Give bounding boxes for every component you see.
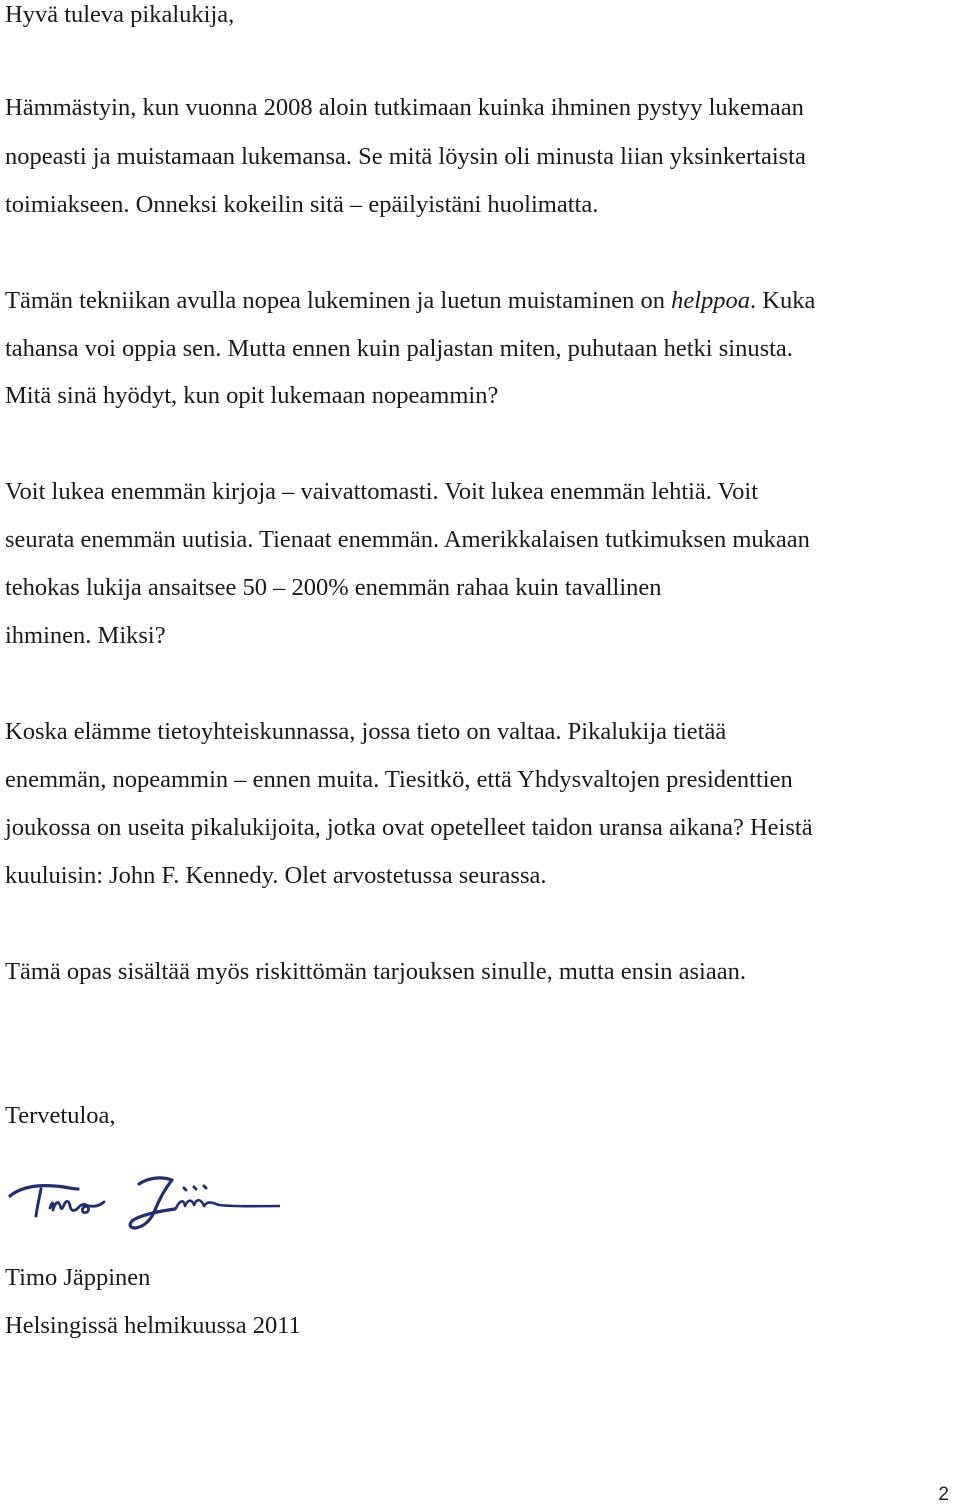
place-and-date: Helsingissä helmikuussa 2011 — [5, 1312, 301, 1339]
paragraph-2-text-after: . Kuka — [750, 287, 816, 314]
paragraph-4-line-1: Koska elämme tietoyhteiskunnassa, jossa tieto on valtaa. Pikalukija tietää — [5, 718, 727, 745]
paragraph-4-line-2: enemmän, nopeammin – ennen muita. Tiesitkö, että Yhdysvaltojen presidenttien — [5, 766, 793, 793]
signer-name: Timo Jäppinen — [5, 1264, 151, 1291]
paragraph-3-line-2: seurata enemmän uutisia. Tienaat enemmän. Amerikkalaisen tutkimuksen mukaan — [5, 526, 810, 553]
paragraph-3-line-4: ihminen. Miksi? — [5, 622, 166, 649]
paragraph-1-line-1: Hämmästyin, kun vuonna 2008 aloin tutkimaan kuinka ihminen pystyy lukemaan — [5, 94, 804, 121]
paragraph-4-line-4: kuuluisin: John F. Kennedy. Olet arvostetussa seurassa. — [5, 862, 547, 889]
greeting: Hyvä tuleva pikalukija, — [5, 1, 235, 28]
paragraph-2-text-before: Tämän tekniikan avulla nopea lukeminen ja luetun muistaminen on — [5, 287, 672, 314]
paragraph-1-line-2: nopeasti ja muistamaan lukemansa. Se mitä löysin oli minusta liian yksinkertaista — [5, 143, 806, 170]
paragraph-3-line-3: tehokas lukija ansaitsee 50 – 200% enemmän rahaa kuin tavallinen — [5, 574, 662, 601]
paragraph-4-line-3: joukossa on useita pikalukijoita, jotka ovat opetelleet taidon uransa aikana? Heistä — [5, 814, 813, 841]
paragraph-5: Tämä opas sisältää myös riskittömän tarjouksen sinulle, mutta ensin asiaan. — [5, 958, 746, 985]
closing: Tervetuloa, — [5, 1102, 116, 1129]
paragraph-2-line-3: Mitä sinä hyödyt, kun opit lukemaan nopeammin? — [5, 382, 499, 409]
handwritten-signature — [8, 1172, 280, 1238]
emphasis-helppoa: helppoa — [671, 287, 751, 314]
paragraph-1-line-3: toimiakseen. Onneksi kokeilin sitä – epäilyistäni huolimatta. — [5, 191, 599, 218]
paragraph-2-line-2: tahansa voi oppia sen. Mutta ennen kuin paljastan miten, puhutaan hetki sinusta. — [5, 335, 793, 362]
paragraph-3-line-1: Voit lukea enemmän kirjoja – vaivattomasti. Voit lukea enemmän lehtiä. Voit — [5, 478, 759, 505]
paragraph-2-line-1 — [5, 286, 815, 316]
page-number: 2 — [938, 1484, 949, 1505]
